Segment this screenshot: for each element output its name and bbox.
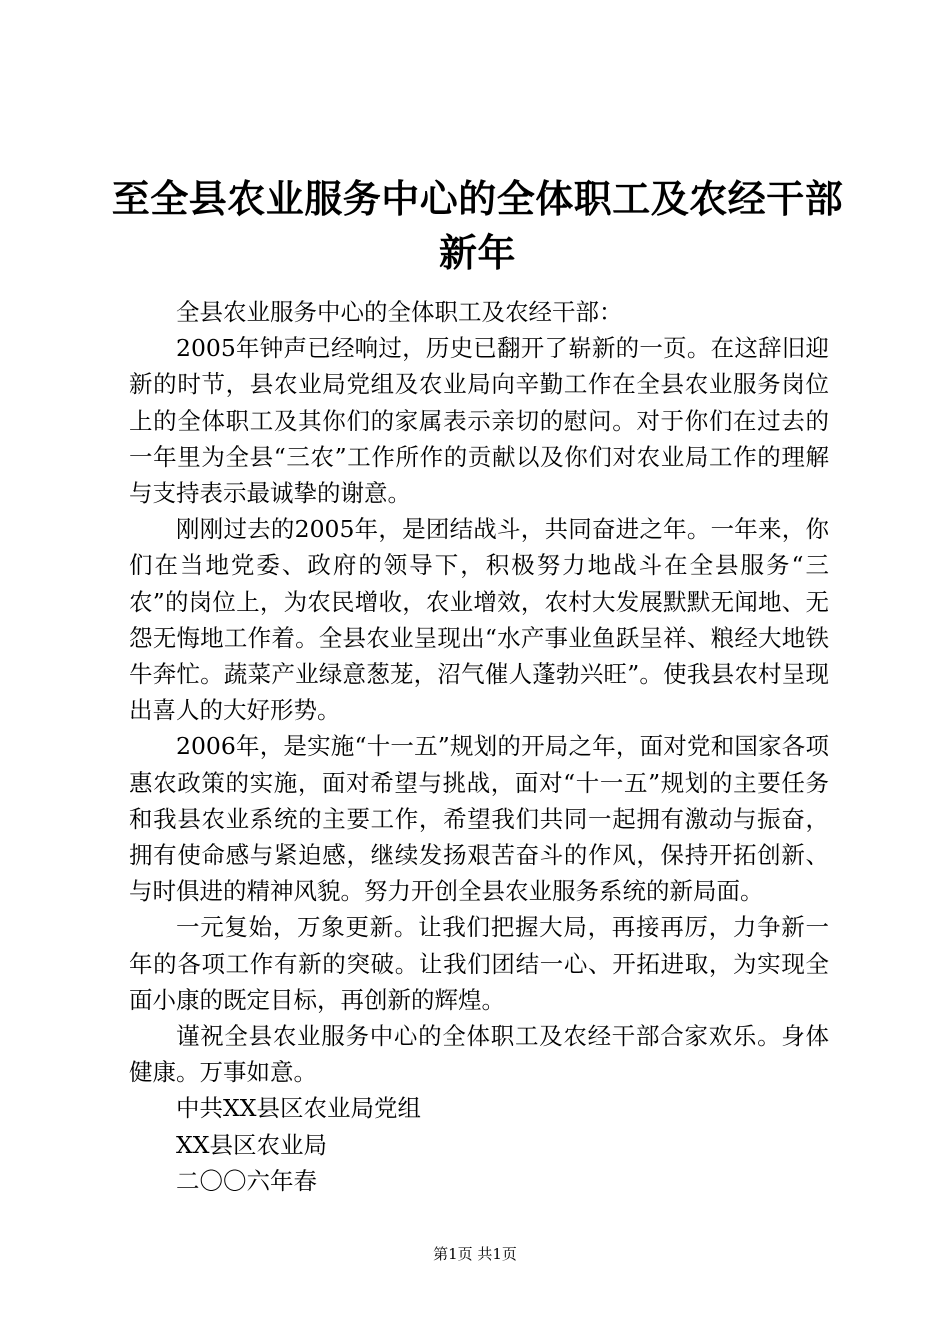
page-footer: 第1页 共1页	[433, 1245, 517, 1263]
salutation: 全县农业服务中心的全体职工及农经干部：	[176, 298, 623, 326]
signature-party-group: 中共XX县区农业局党组	[176, 1094, 421, 1123]
paragraph-4: 一元复始，万象更新。让我们把握大局，再接再厉，力争新一年的各项工作有新的突破。让我们团结一心、开拓进取，为实现全面小康的既定目标，再创新的辉煌。	[129, 913, 829, 1014]
document-title: 至全县农业服务中心的全体职工及农经干部新年	[111, 177, 844, 275]
paragraph-5: 谨祝全县农业服务中心的全体职工及农经干部合家欢乐。身体健康。万事如意。	[129, 1022, 829, 1087]
signature-date: 二〇〇六年春	[176, 1166, 317, 1195]
paragraph-2: 刚刚过去的2005年，是团结战斗，共同奋进之年。一年来，你们在当地党委、政府的领导下，积极努力地战斗在全县服务“三农”的岗位上，为农民增收，农业增效，农村大发展默默无闻地、无怨无悔地工作着。全县农业呈现出“水产事业鱼跃呈祥、粮经大地铁牛奔忙。蔬菜产业绿意葱茏，沼气催人蓬勃兴旺”。使我县农村呈现出喜人的大好形势。	[129, 515, 829, 725]
paragraph-1: 2005年钟声已经响过，历史已翻开了崭新的一页。在这辞旧迎新的时节，县农业局党组及农业局向辛勤工作在全县农业服务岗位上的全体职工及其你们的家属表示亲切的慰问。对于你们在过去的一年里为全县“三农”工作所作的贡献以及你们对农业局工作的理解与支持表示最诚挚的谢意。	[129, 334, 829, 508]
signature-bureau: XX县区农业局	[176, 1130, 327, 1159]
paragraph-3: 2006年，是实施“十一五”规划的开局之年，面对党和国家各项惠农政策的实施，面对希望与挑战，面对“十一五”规划的主要任务和我县农业系统的主要工作，希望我们共同一起拥有激动与振奋，拥有使命感与紧迫感，继续发扬艰苦奋斗的作风，保持开拓创新、与时俱进的精神风貌。努力开创全县农业服务系统的新局面。	[129, 732, 829, 906]
document-body	[129, 294, 829, 1199]
